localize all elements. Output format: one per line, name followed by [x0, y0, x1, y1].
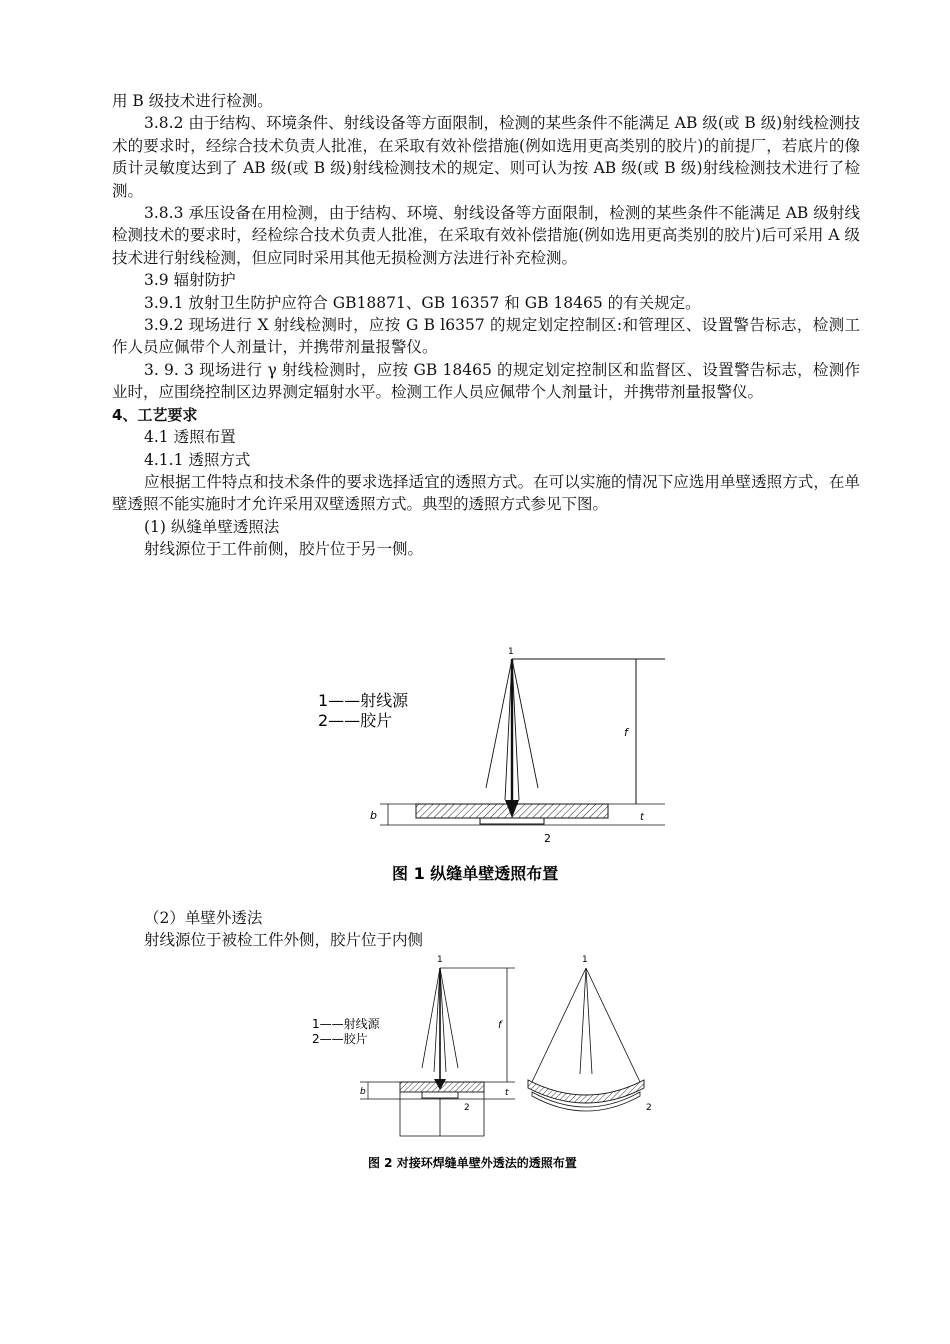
t-label: t: [505, 1088, 509, 1098]
document-body-2: [112, 907, 860, 952]
b-label: b: [370, 809, 377, 822]
film: [480, 818, 544, 824]
paragraph: 用 B 级技术进行检测。: [112, 92, 273, 110]
film-label: 2: [464, 1103, 470, 1113]
figure-1: [300, 640, 670, 890]
section-heading: 4.1.1 透照方式: [144, 450, 251, 469]
paragraph: 射线源位于被检工件外侧，胶片位于内侧: [144, 931, 424, 950]
section-heading: 3.9 辐射防护: [144, 271, 236, 290]
paragraph: 应根据工件特点和技术条件的要求选择适宜的透照方式。在可以实施的情况下应选用单壁透照方式，在单壁透照不能实施时才允许采用双壁透照方式。典型的透照方式参见下图。: [112, 472, 860, 514]
focal-distance-label: f: [498, 1020, 502, 1031]
paragraph: 3. 9. 3 现场进行 γ 射线检测时，应按 GB 18465 的规定划定控制区和监督区、设置警告标志，检测作业时，应围绕控制区边界测定辐射水平。检测工作人员应佩带个人剂量计，并携带剂量报警仪。: [112, 360, 860, 402]
workpiece: [416, 804, 608, 818]
film-label: 2: [544, 832, 551, 845]
t-label: t: [640, 812, 644, 823]
paragraph: 3.9.1 放射卫生防护应符合 GB18871、GB 16357 和 GB 18465 的有关规定。: [144, 293, 701, 312]
paragraph: 3.8.3 承压设备在用检测，由于结构、环境、射线设备等方面限制，检测的某些条件不能满足 AB 级射线检测技术的要求时，经检综合技术负责人批准，在采取有效补偿措施(例如选用更高类别的胶片)后可采用 A 级技术进行射线检测，但应同时采用其他无损检测方法进行补充检测。: [112, 204, 860, 267]
legend: [312, 1016, 381, 1046]
focal-distance-label: f: [624, 726, 628, 739]
chapter-heading: 4、工艺要求: [112, 405, 198, 424]
film-label-2: 2: [646, 1103, 652, 1113]
figure-2: [300, 952, 670, 1182]
legend-source: 1——射线源: [312, 1017, 380, 1031]
legend-film: 2——胶片: [318, 711, 393, 730]
section-heading: 4.1 透照布置: [144, 428, 236, 447]
source-label-2: 1: [582, 955, 588, 965]
legend: [318, 691, 409, 730]
source-label: 1: [437, 955, 443, 965]
b-label: b: [360, 1087, 366, 1097]
legend-film: 2——胶片: [312, 1032, 368, 1046]
paragraph: 射线源位于工件前侧，胶片位于另一侧。: [144, 540, 424, 559]
film: [422, 1092, 458, 1098]
paragraph: 3.8.2 由于结构、环境条件、射线设备等方面限制，检测的某些条件不能满足 AB 级(或 B 级)射线检测技术的要求时，经综合技术负责人批准，在采取有效补偿措施(例如选用更高类别的胶片)的前提厂，若底片的像质计灵敏度达到了 AB 级(或 B 级)射线检测技术的规定、则可认为按 AB 级(或 B 级)射线检测技术进行了检测。: [112, 114, 860, 200]
source-label: 1: [508, 647, 514, 657]
method-heading: (1) 纵缝单壁透照法: [144, 517, 280, 536]
figure-caption: 图 1 纵缝单壁透照布置: [392, 864, 559, 883]
paragraph: 3.9.2 现场进行 X 射线检测时，应按 G B l6357 的规定划定控制区:和管理区、设置警告标志，检测工作人员应佩带个人剂量计，并携带剂量报警仪。: [112, 316, 860, 357]
method-heading: （2）单壁外透法: [144, 909, 263, 927]
workpiece: [400, 1082, 484, 1092]
figure-caption: 图 2 对接环焊缝单壁外透法的透照布置: [368, 1156, 577, 1170]
document-body: [112, 90, 860, 561]
legend-source: 1——射线源: [318, 691, 409, 710]
